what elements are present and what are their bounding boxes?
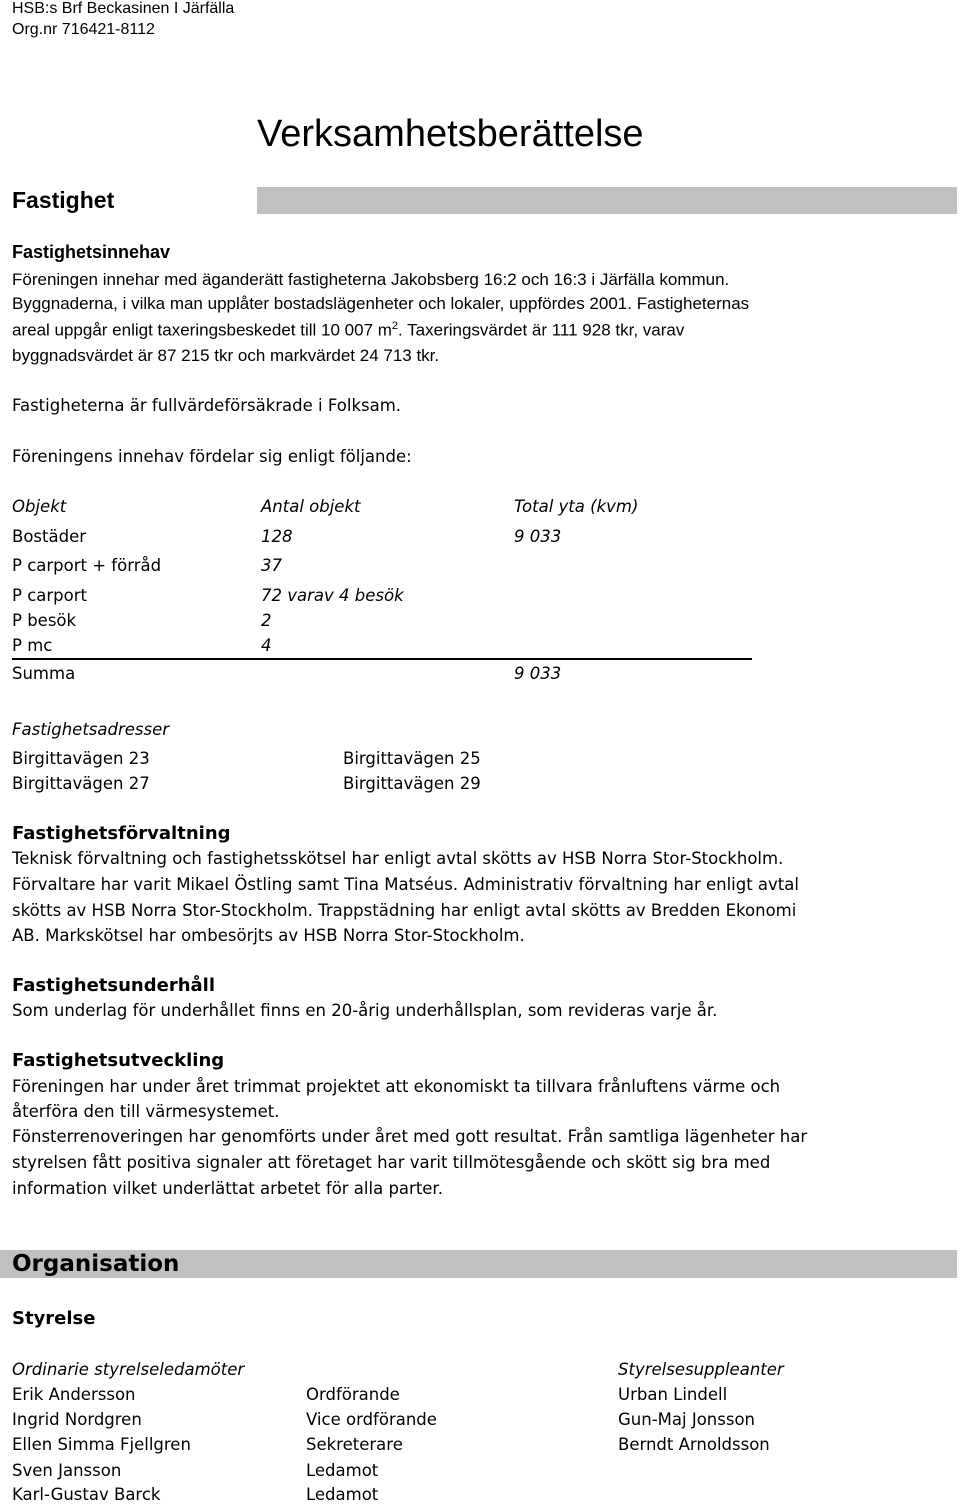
insurance-text: Fastigheterna är fullvärdeförsäkrade i Folksam.	[12, 396, 402, 415]
innehav-line-3a: areal uppgår enligt taxeringsbeskedet till 10 007 m	[12, 320, 392, 340]
table-sum-rule	[12, 658, 752, 660]
member-role: Ordförande	[306, 1385, 400, 1404]
suppleant-name: Urban Lindell	[618, 1385, 728, 1404]
distribution-text: Föreningens innehav fördelar sig enligt följande:	[12, 447, 412, 466]
table-row-count: 37	[261, 556, 282, 575]
table-row-count: 2	[261, 611, 272, 630]
innehav-line-3	[12, 320, 684, 341]
member-role: Ledamot	[306, 1461, 379, 1480]
suppleant-name: Berndt Arnoldsson	[618, 1435, 770, 1454]
address-item: Birgittavägen 23	[12, 749, 150, 768]
utveckling-line: styrelsen fått positiva signaler att företaget har varit tillmötesgående och skött sig bra med	[12, 1153, 771, 1172]
org-number: Org.nr 716421-8112	[12, 21, 155, 38]
member-role: Ledamot	[306, 1485, 379, 1504]
innehav-line-1: Föreningen innehar med äganderätt fastigheterna Jakobsberg 16:2 och 16:3 i Järfälla kommun.	[12, 270, 730, 289]
table-row-label: Bostäder	[12, 527, 87, 546]
section-heading-organisation: Organisation	[12, 1251, 180, 1277]
table-sum-value: 9 033	[514, 664, 562, 683]
forvaltning-line: Teknisk förvaltning och fastighetsskötsel har enligt avtal skötts av HSB Norra Stor-Stockholm.	[12, 849, 784, 868]
forvaltning-line: AB. Markskötsel har ombesörjts av HSB Norra Stor-Stockholm.	[12, 926, 525, 945]
label-ordinarie: Ordinarie styrelseledamöter	[12, 1360, 245, 1379]
member-name: Ingrid Nordgren	[12, 1410, 142, 1429]
table-row-area: 9 033	[514, 527, 562, 546]
forvaltning-line: Förvaltare har varit Mikael Östling samt Tina Matséus. Administrativ förvaltning har enligt avtal	[12, 875, 799, 894]
document-title: Verksamhetsberättelse	[257, 113, 644, 155]
table-header-objekt: Objekt	[12, 497, 67, 516]
innehav-line-2: Byggnaderna, i vilka man upplåter bostadslägenheter och lokaler, uppfördes 2001. Fastigheternas	[12, 294, 750, 313]
address-item: Birgittavägen 27	[12, 774, 150, 793]
heading-fastighetsutveckling: Fastighetsutveckling	[12, 1050, 225, 1071]
table-row-label: P carport	[12, 586, 87, 605]
member-name: Karl-Gustav Barck	[12, 1485, 161, 1504]
table-row-count: 4	[261, 636, 272, 655]
table-sum-label: Summa	[12, 664, 76, 683]
label-suppleanter: Styrelsesuppleanter	[618, 1360, 784, 1379]
forvaltning-line: skötts av HSB Norra Stor-Stockholm. Trappstädning har enligt avtal skötts av Bredden Ekonomi	[12, 901, 797, 920]
table-header-yta: Total yta (kvm)	[514, 497, 639, 516]
member-name: Erik Andersson	[12, 1385, 136, 1404]
superscript-2: 2	[391, 320, 399, 332]
section-bar-fastighet	[257, 187, 957, 214]
table-row-count: 72 varav 4 besök	[261, 586, 404, 605]
member-name: Ellen Simma Fjellgren	[12, 1435, 191, 1454]
utveckling-line: information vilket underlättat arbetet för alla parter.	[12, 1179, 443, 1198]
member-name: Sven Jansson	[12, 1461, 122, 1480]
member-role: Sekreterare	[306, 1435, 403, 1454]
utveckling-line: Föreningen har under året trimmat projektet att ekonomiskt ta tillvara frånluftens värme och	[12, 1077, 781, 1096]
suppleant-name: Gun-Maj Jonsson	[618, 1410, 755, 1429]
table-row-label: P mc	[12, 636, 53, 655]
org-name: HSB:s Brf Beckasinen I Järfälla	[12, 0, 235, 17]
table-header-antal: Antal objekt	[261, 497, 361, 516]
utveckling-line: återföra den till värmesystemet.	[12, 1102, 280, 1121]
heading-fastighetsadresser: Fastighetsadresser	[12, 720, 170, 739]
member-role: Vice ordförande	[306, 1410, 437, 1429]
heading-styrelse: Styrelse	[12, 1308, 96, 1329]
address-item: Birgittavägen 25	[343, 749, 481, 768]
section-heading-fastighet: Fastighet	[12, 187, 115, 213]
heading-fastighetsinnehav: Fastighetsinnehav	[12, 242, 171, 262]
heading-fastighetsforvaltning: Fastighetsförvaltning	[12, 823, 231, 844]
innehav-line-4: byggnadsvärdet är 87 215 tkr och markvärdet 24 713 tkr.	[12, 346, 440, 365]
address-item: Birgittavägen 29	[343, 774, 481, 793]
underhall-line: Som underlag för underhållet finns en 20-årig underhållsplan, som revideras varje år.	[12, 1001, 718, 1020]
heading-fastighetsunderhall: Fastighetsunderhåll	[12, 975, 216, 996]
table-row-label: P besök	[12, 611, 77, 630]
utveckling-line: Fönsterrenoveringen har genomförts under året med gott resultat. Från samtliga lägenheter har	[12, 1127, 808, 1146]
table-row-count: 128	[261, 527, 293, 546]
table-row-label: P carport + förråd	[12, 556, 162, 575]
innehav-line-3b: . Taxeringsvärdet är 111 928 tkr, varav	[398, 320, 685, 340]
